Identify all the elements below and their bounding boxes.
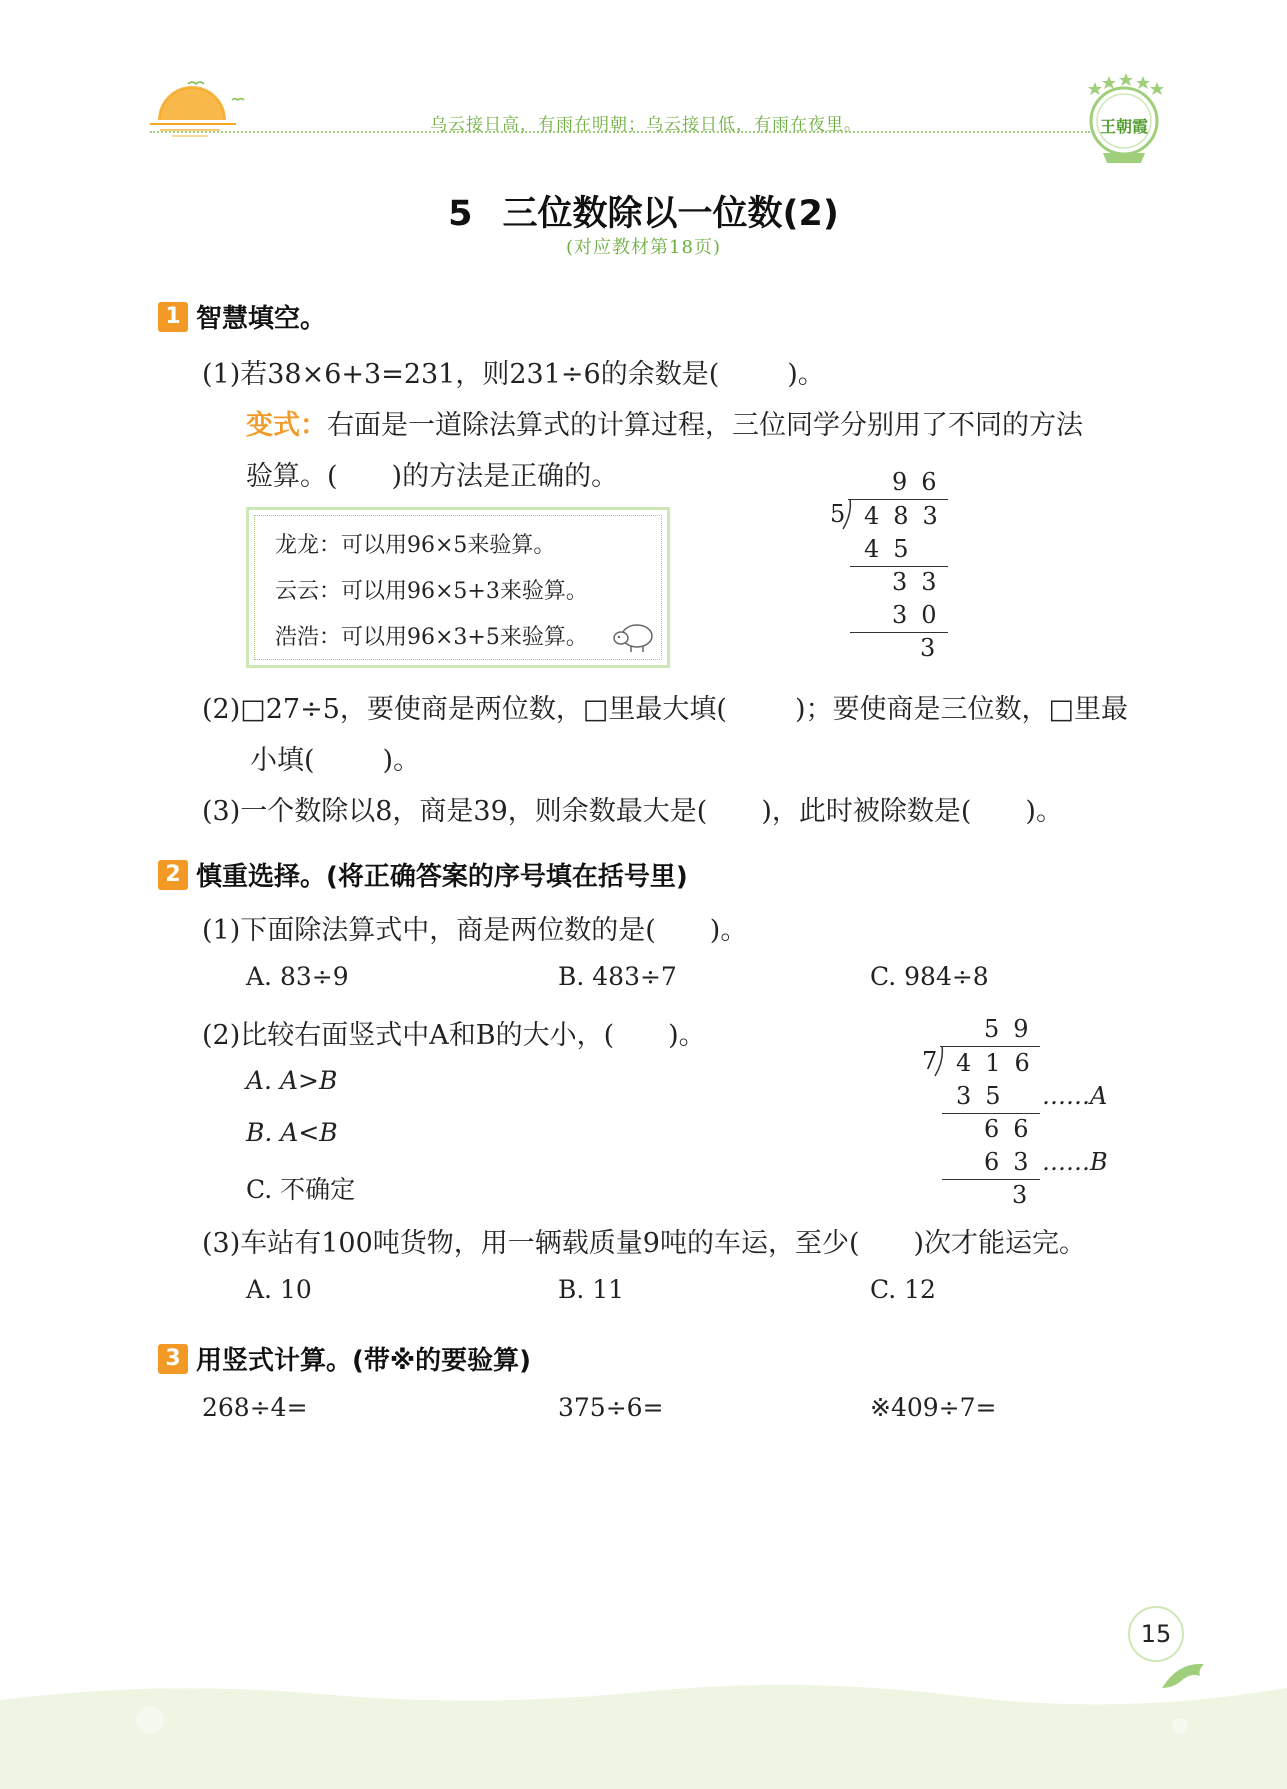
- long-division-2: [918, 1015, 1118, 1215]
- header-motto: 乌云接日高，有雨在明朝；乌云接日低，有雨在夜里。: [430, 115, 862, 135]
- division-step: 35: [956, 1082, 1015, 1110]
- question-text: (1)下面除法算式中，商是两位数的是(: [202, 915, 656, 946]
- section-badge: 2: [158, 860, 188, 890]
- question-text: )次才能运完。: [913, 1228, 1087, 1259]
- question-1-2-cont: [250, 738, 420, 777]
- choice-option: B. A<B: [246, 1118, 338, 1147]
- sun-logo-icon: [150, 78, 250, 150]
- division-divisor: 7: [922, 1047, 952, 1075]
- question-text: )。: [787, 359, 825, 390]
- calc-problem: 375÷6=: [558, 1393, 664, 1422]
- question-2-1: [202, 908, 747, 947]
- section-title: 智慧填空。: [196, 304, 327, 334]
- calc-problem: ※409÷7=: [870, 1393, 997, 1422]
- choice-option: A. 10: [246, 1275, 312, 1304]
- division-rule: [942, 1179, 1040, 1180]
- long-division-1: [828, 468, 958, 668]
- method-longlong: 龙龙：可以用96×5来验算。: [275, 533, 556, 558]
- division-dividend: 416: [956, 1049, 1044, 1077]
- division-remainder: 3: [1012, 1181, 1042, 1209]
- question-text: 验算。(: [246, 461, 338, 492]
- question-text: (1)若38×6+3=231，则231÷6的余数是(: [202, 359, 720, 390]
- method-yunyun: 云云：可以用96×5+3来验算。: [275, 579, 588, 604]
- choice-option: B. 483÷7: [558, 962, 677, 991]
- method-haohao: 浩浩：可以用96×3+5来验算。: [275, 625, 588, 650]
- page-subtitle: (对应教材第18页): [566, 237, 721, 258]
- page-title: [0, 186, 1287, 236]
- brand-logo-text: 王朝霞: [1100, 117, 1149, 136]
- question-text: )，此时被除数是(: [761, 796, 972, 827]
- section-title: 慎重选择。(将正确答案的序号填在括号里): [196, 862, 688, 892]
- choice-option: C. 不确定: [246, 1175, 356, 1204]
- question-1-3: [202, 789, 1063, 828]
- choice-option: A. 83÷9: [246, 962, 349, 991]
- question-text: )。: [1025, 796, 1063, 827]
- division-dividend: 483: [864, 502, 952, 530]
- section-3-heading: [158, 1340, 531, 1377]
- section-title: 用竖式计算。(带※的要验算): [196, 1346, 532, 1376]
- division-rule: [850, 632, 948, 633]
- footer-decoration: [0, 1680, 1287, 1789]
- question-text: )；要使商是三位数，□里最: [794, 694, 1129, 725]
- question-text: (2)□27÷5，要使商是两位数，□里最大填(: [202, 694, 727, 725]
- lesson-number: 5: [448, 194, 473, 234]
- question-2-2: [202, 1013, 706, 1052]
- question-1-1: [202, 352, 825, 391]
- division-quotient: 59: [984, 1015, 1043, 1043]
- dolphin-icon: [1160, 1658, 1210, 1694]
- section-1-heading: [158, 298, 326, 335]
- variant-label: 变式：: [246, 410, 327, 441]
- division-step: 30: [892, 601, 951, 629]
- question-2-3: [202, 1221, 1086, 1260]
- page-number: 15: [1128, 1606, 1184, 1662]
- choice-option: B. 11: [558, 1275, 625, 1304]
- division-quotient: 96: [892, 468, 951, 496]
- variant-line-2: [246, 454, 618, 493]
- question-text: )。: [382, 745, 421, 776]
- division-bar: [940, 1046, 1040, 1047]
- division-bracket-icon: [934, 1045, 944, 1077]
- division-step: 63: [984, 1148, 1043, 1176]
- division-step: 45: [864, 535, 923, 563]
- variant-text: 右面是一道除法算式的计算过程，三位同学分别用了不同的方法: [327, 410, 1083, 441]
- division-remainder: 3: [920, 634, 950, 662]
- question-text: )的方法是正确的。: [391, 461, 619, 492]
- question-text: (3)车站有100吨货物，用一辆载质量9吨的车运，至少(: [202, 1228, 860, 1259]
- question-1-2: [202, 687, 1128, 726]
- choice-option: A. A>B: [246, 1066, 338, 1095]
- section-badge: 1: [158, 302, 188, 332]
- division-bar: [848, 499, 948, 500]
- page-number-badge: [1128, 1606, 1182, 1660]
- choice-option: C. 984÷8: [870, 962, 989, 991]
- methods-box: [246, 507, 670, 668]
- division-step: 33: [892, 568, 951, 596]
- division-rule: [850, 566, 948, 567]
- question-text: )。: [709, 915, 748, 946]
- division-label-a: ……A: [1042, 1082, 1108, 1110]
- division-bracket-icon: [842, 498, 852, 530]
- sheep-icon: [611, 618, 655, 654]
- division-rule: [942, 1113, 1040, 1114]
- calc-problem: 268÷4=: [202, 1393, 308, 1422]
- division-divisor: 5: [830, 500, 860, 528]
- section-2-heading: [158, 856, 688, 893]
- section-badge: 3: [158, 1344, 188, 1374]
- lesson-title: 三位数除以一位数(2): [502, 194, 839, 234]
- variant-line-1: [246, 403, 1083, 442]
- question-text: 小填(: [250, 745, 315, 776]
- division-step: 66: [984, 1115, 1043, 1143]
- question-text: (3)一个数除以8，商是39，则余数最大是(: [202, 796, 708, 827]
- division-label-b: ……B: [1042, 1148, 1108, 1176]
- choice-option: C. 12: [870, 1275, 936, 1304]
- question-text: )。: [668, 1020, 706, 1051]
- question-text: (2)比较右面竖式中A和B的大小，(: [202, 1020, 615, 1051]
